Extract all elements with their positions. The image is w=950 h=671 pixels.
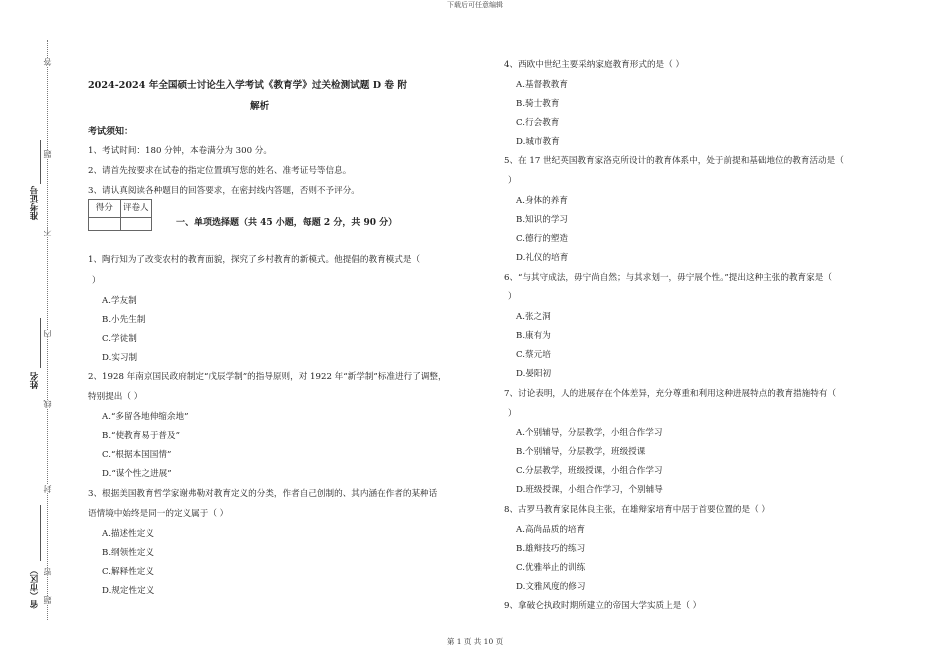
exam-title: 2024-2024 年全国硕士讨论生入学考试《教育学》过关检测试题 D 卷 附 — [88, 80, 407, 91]
question-stem: ） — [508, 176, 517, 186]
question-stem: 3、根据美国教育哲学家谢弗勒对教育定义的分类，作者自己创制的、其内涵在作者的某种话 — [88, 489, 438, 499]
seal-char: 内 — [43, 330, 52, 338]
question-stem: 2、1928 年南京国民政府制定“戊辰学制”的指导原则，对 1922 年“新学制”标准进行了调整， — [88, 372, 447, 382]
answer-option[interactable]: A.学友制 — [102, 296, 137, 306]
answer-option[interactable]: C.“根据本国国情” — [102, 450, 172, 460]
answer-option[interactable]: A.个别辅导，分层教学，小组合作学习 — [516, 428, 663, 438]
answer-option[interactable]: B.康有为 — [516, 331, 551, 341]
question-stem: 语情境中始终是同一的定义属于（ ） — [88, 509, 229, 519]
seal-char: 密 — [43, 568, 52, 576]
answer-option[interactable]: B.知识的学习 — [516, 215, 569, 225]
question-stem: 4、西欧中世纪主要采纳家庭教育形式的是（ ） — [504, 60, 685, 70]
answer-option[interactable]: D.礼仪的培育 — [516, 253, 569, 263]
exam-title-cont: 解析 — [250, 101, 270, 112]
answer-option[interactable]: A.张之洞 — [516, 312, 551, 322]
answer-option[interactable]: C.优雅举止的训练 — [516, 563, 586, 573]
answer-option[interactable]: C.德行的塑造 — [516, 234, 568, 244]
question-stem: 特别提出（ ） — [88, 392, 143, 402]
question-stem: 1、陶行知为了改变农村的教育面貌，探究了乡村教育的新模式。他提倡的教育模式是（ — [88, 255, 421, 265]
answer-option[interactable]: C.学徒制 — [102, 334, 137, 344]
score-label: 得分 — [95, 203, 113, 213]
name-label: 姓名 — [30, 372, 40, 389]
notice-item: 1、考试时间：180 分钟，本卷满分为 300 分。 — [88, 146, 272, 156]
notice-item: 2、请首先按要求在试卷的指定位置填写您的姓名、准考证号等信息。 — [88, 166, 352, 176]
name-field[interactable] — [40, 318, 41, 368]
answer-option[interactable]: B.纲领性定义 — [102, 548, 155, 558]
ticket-number-label: 准考证号 — [30, 186, 40, 220]
answer-option[interactable]: A.高尚品质的培育 — [516, 525, 586, 535]
ticket-number-field[interactable] — [40, 140, 41, 184]
seal-char: 题 — [43, 150, 52, 158]
question-stem: ） — [508, 409, 517, 419]
answer-option[interactable]: C.行会教育 — [516, 118, 560, 128]
answer-option[interactable]: C.分层教学，班级授课，小组合作学习 — [516, 466, 663, 476]
answer-option[interactable]: D.晏阳初 — [516, 369, 552, 379]
question-stem: 8、古罗马教育家昆体良主张，在雄辩家培育中居于首要位置的是（ ） — [504, 505, 771, 515]
province-field[interactable] — [40, 505, 41, 561]
notice-heading: 考试须知： — [88, 127, 134, 137]
answer-option[interactable]: B.骑士教育 — [516, 99, 560, 109]
answer-option[interactable]: B.“使教育易于普及” — [102, 431, 180, 441]
answer-option[interactable]: B.雄辩技巧的练习 — [516, 544, 586, 554]
answer-option[interactable]: B.小先生制 — [102, 315, 146, 325]
answer-option[interactable]: C.解释性定义 — [102, 567, 154, 577]
answer-option[interactable]: A.身体的养育 — [516, 196, 568, 206]
answer-option[interactable]: A.“多留各地伸缩余地” — [102, 412, 189, 422]
answer-option[interactable]: A.描述性定义 — [102, 529, 154, 539]
header-note: 下载后可任意编辑 — [447, 1, 503, 9]
question-stem: 5、在 17 世纪英国教育家洛克所设计的教育体系中，处于前提和基础地位的教育活动是（ — [504, 156, 844, 166]
score-box-fill[interactable] — [88, 216, 152, 231]
seal-char: 题 — [43, 596, 52, 604]
answer-option[interactable]: B.个别辅导，分层教学，班级授课 — [516, 447, 646, 457]
answer-option[interactable]: D.规定性定义 — [102, 586, 155, 596]
question-stem: 9、拿破仑执政时期所建立的帝国大学实质上是（ ） — [504, 601, 702, 611]
answer-option[interactable]: C.蔡元培 — [516, 350, 551, 360]
page-footer: 第 1 页 共 10 页 — [446, 637, 504, 646]
seal-char: 不 — [43, 228, 52, 236]
question-stem: ） — [508, 292, 517, 302]
province-label: 省（市区） — [30, 566, 40, 609]
answer-option[interactable]: D.实习制 — [102, 353, 138, 363]
seal-char: 答 — [43, 58, 52, 66]
question-stem: ） — [92, 276, 101, 286]
notice-item: 3、请认真阅读各种题目的回答要求，在密封线内答题，否则不予评分。 — [88, 186, 360, 196]
grader-label: 评卷人 — [120, 200, 152, 217]
answer-option[interactable]: A.基督教教育 — [516, 80, 568, 90]
seal-char: 线 — [43, 400, 52, 408]
answer-option[interactable]: D.城市教育 — [516, 137, 560, 147]
answer-option[interactable]: D.文雅风度的修习 — [516, 582, 586, 592]
question-stem: 6、“与其守成法，毋宁尚自然；与其求划一，毋宁展个性。”提出这种主张的教育家是（ — [504, 273, 832, 283]
question-stem: 7、讨论表明，人的进展存在个体差异，充分尊重和利用这种进展特点的教育措施特有（ — [504, 389, 837, 399]
seal-char: 封 — [43, 485, 52, 493]
answer-option[interactable]: D.“谋个性之进展” — [102, 469, 172, 479]
section-heading: 一、单项选择题（共 45 小题，每题 2 分，共 90 分） — [176, 218, 398, 228]
answer-option[interactable]: D.班级授课，小组合作学习，个别辅导 — [516, 485, 663, 495]
